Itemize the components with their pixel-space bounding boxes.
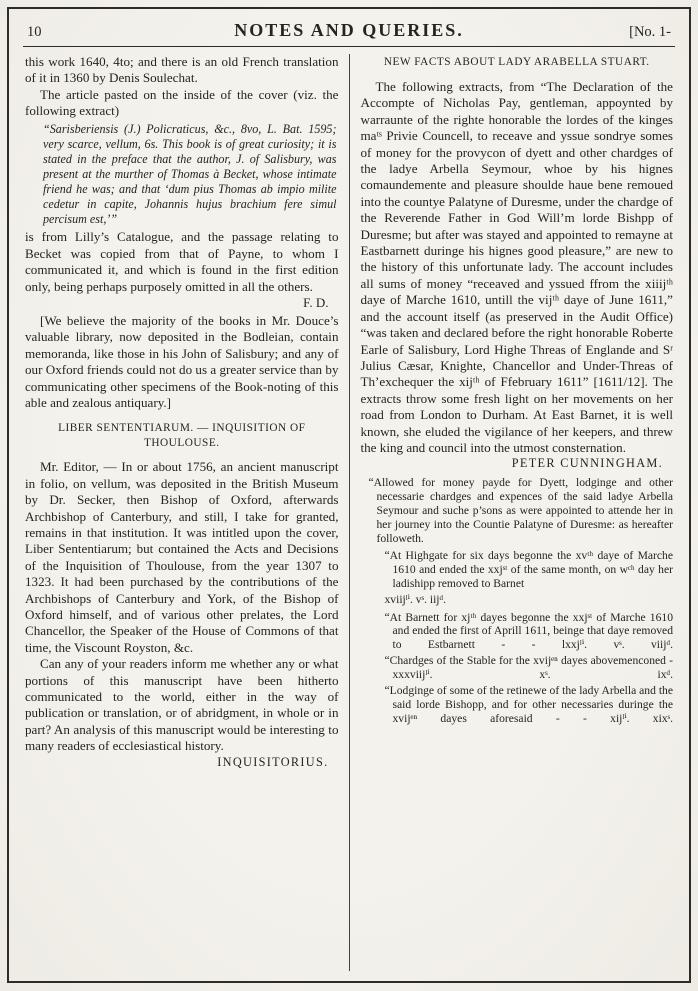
entry-amount: xijˡⁱ. xixˢ. xyxy=(610,711,673,725)
paragraph: is from Lilly’s Catalogue, and the passage relating to Becket was copied from that of Payne, to whom I communicated it, and which is found in the first edition only, being perhaps purposely omitted in all the others. xyxy=(25,229,339,294)
paragraph: Mr. Editor, — In or about 1756, an ancient manuscript in folio, on vellum, was deposited in the British Museum by Dr. Secker, then Bishop of Oxford, afterwards Archbishop of Canterbury, and still, I take for granted, remains in that institution. It was intitled upon the cover, Liber Sententiarum; but contained the Acts and Decisions of the Inquisition of Thoulouse, from the year 1307 to 1323. It had been purchased by the contributions of the Archbishops of Canterbury and York, of the Bishop of Oxford himself, and of various other prelates, the Lord Chancellor, the Speaker of the House of Commons of that time, the Viscount Royston, &c. xyxy=(25,459,339,655)
entry-text: “At Barnett for xjᵗʰ dayes begonne the xxjˢᵗ of Marche 1610 and ended the first of Aprill 1611, beinge that daye removed to Estbarnett - - xyxy=(384,610,673,652)
paragraph-continuation: this work 1640, 4to; and there is an old French translation of it in 1360 by Denis Soulechat. xyxy=(25,54,339,86)
right-column xyxy=(350,54,676,971)
account-entry-stable xyxy=(385,654,674,682)
page-border xyxy=(7,7,691,983)
editorial-note: [We believe the majority of the books in Mr. Douce’s valuable library, now deposited in the Bodleian, contain memoranda, like those in his John of Salisbury; and any of our Oxford friends could not do us a greater service than by communicating other specimens of the Book-noting of this able and zealous antiquary.] xyxy=(25,312,339,410)
article-heading-arabella-stuart: NEW FACTS ABOUT LADY ARABELLA STUART. xyxy=(383,56,650,68)
left-column xyxy=(23,54,349,971)
entry-amount: xxxviijˡⁱ. xˢ. ixᵈ. xyxy=(392,668,673,682)
paragraph: The article pasted on the inside of the cover (viz. the following extract) xyxy=(25,86,339,119)
entry-amount: lxxjˡⁱ. vˢ. viijᵈ. xyxy=(561,638,673,652)
entry-text: “Chardges of the Stable for the xvijᵉⁿ dayes abovemenconed - xyxy=(384,654,673,668)
catalogue-extract: “Sarisberiensis (J.) Policraticus, &c., 8vo, L. Bat. 1595; very scarce, vellum, 6s. This book is of great curiosity; it is stated in the preface that the author, J. of Salisbury, was present at the murther of Thomas à Becket, whose intimate friend he was; and that ‘dum pius Thomas ab impio milite cedetur in capite, Johannis hujus brachium fere simul percisum est,’” xyxy=(43,121,337,227)
paragraph: The following extracts, from “The Declaration of the Accompte of Nicholas Pay, gentleman, appoynted by warraunte of the righte honorable the lordes of the kinges maᵗˢ Privie Councell, to receave and yssue sondrye somes of money for the provycon of dyett and other chardges of the ladye Arbella Seymour, whoe by his hignes comaundemente and pleasure shoulde haue bene remoued into the countye Palatyne of Duresme, under the chardge of the Reverende Father in God Will’m lorde Bishpp of Duresme; but after was stayed and appointed to remayne at Eastbarnett duringe his hignes good pleasure,” are new to the history of this unfortunate lady. The account includes all sums of money “receaved and yssued ffrom the xiiijᵗʰ daye of Marche 1610, untill the vijᵗʰ daye of June 1611,” and the account itself (as preserved in the Audit Office) “was taken and declared before the right honorable Roberte Earle of Salisbury, Lord Highe Threas of Englande and Sʳ Julius Cæsar, Knighte, Chancellor and Under-Threas of Th’exchequer the xijᵗʰ of Ffebruary 1611” [1611/12]. The extracts throw some fresh light on her movements on her road from London to Durham. At East Barnet, it is well known, she eluded the vigilance of her keepers, and threw the king and council into the utmost consternation. xyxy=(360,79,673,455)
extract-intro: “Allowed for money payde for Dyett, lodginge and other necessarie chardges and expences of the said ladye Arbella Seymour and suche p’sons as were appointed to attende her in her journey into the Countie Palatyne of Duresme: as hereafter followeth. xyxy=(368,476,673,545)
signature-fd: F. D. xyxy=(303,294,329,310)
entry-text: “At Highgate for six days begonne the xvᵗʰ daye of Marche 1610 and ended the xxjˢᵗ of the same month, on wᶜʰ day her ladishipp removed to Barnet xyxy=(384,548,673,590)
account-extract xyxy=(361,476,674,725)
signature-inquisitorius: INQUISITORIUS. xyxy=(217,754,329,769)
text-columns xyxy=(23,47,675,971)
section-heading-liber-sententiarum: LIBER SENTENTIARUM. — INQUISITION OF THOULOUSE. xyxy=(58,422,306,450)
signature-peter-cunningham: PETER CUNNINGHAM. xyxy=(511,456,663,471)
issue-number: [No. 1- xyxy=(629,24,671,40)
account-entry-highgate xyxy=(385,549,674,591)
account-amount-highgate: xviijˡⁱ. vˢ. iijᵈ. xyxy=(384,592,447,606)
account-entry-lodginge xyxy=(385,684,674,726)
page-number: 10 xyxy=(27,24,42,40)
page-header xyxy=(23,17,675,46)
entry-text: “Lodginge of some of the retinewe of the lady Arbella and the said lorde Bishopp, and for other necessaries duringe the xvijᵉⁿ dayes aforesaid - - xyxy=(384,684,673,725)
paragraph: Can any of your readers inform me whether any or what portions of this manuscript have been hitherto communicated to the world, either in the way of publication or translation, or of abridgment, in whole or in part? An analysis of this manuscript would be interesting to many readers of ecclesiastical history. xyxy=(25,656,339,754)
account-entry-barnett xyxy=(385,611,674,653)
journal-title: NOTES AND QUERIES. xyxy=(234,20,464,40)
